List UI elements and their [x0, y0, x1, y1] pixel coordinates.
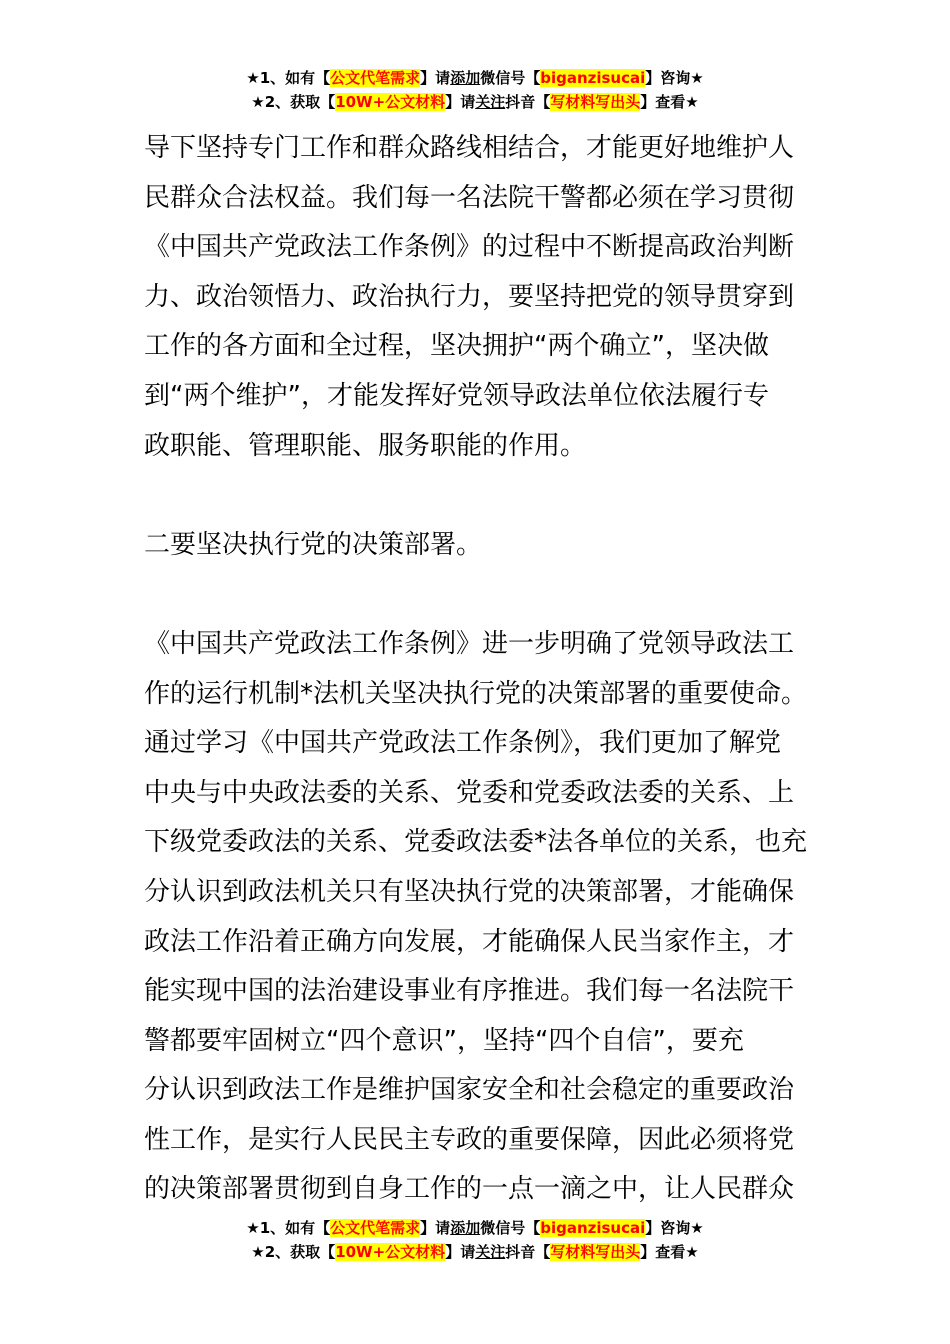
- text-line: 《中国共产党政法工作条例》的过程中不断提高政治判断: [144, 232, 795, 263]
- banner-text: 微信号【: [480, 1219, 541, 1237]
- banner-highlight: 10W+公文材料: [335, 93, 446, 111]
- text-line: 性工作，是实行人民民主专政的重要保障，因此必须将党: [144, 1124, 795, 1155]
- banner-underline: 关注: [475, 1243, 506, 1261]
- section-heading: [144, 521, 814, 571]
- banner-text: 】请: [445, 1243, 476, 1261]
- banner-highlight: 公文代笔需求: [330, 69, 421, 87]
- banner-line-1: [0, 66, 950, 90]
- banner-underline: 关注: [475, 93, 506, 111]
- banner-text: 】咨询★: [645, 69, 704, 87]
- banner-text: ★1、如有【: [246, 1219, 331, 1237]
- text-line: 工作的各方面和全过程，坚决拥护“两个确立”，坚决做: [144, 331, 769, 362]
- text-line: 通过学习《中国共产党政法工作条例》，我们更加了解党: [144, 728, 782, 759]
- banner-text: 微信号【: [480, 69, 541, 87]
- banner-text: ★1、如有【: [246, 69, 331, 87]
- document-body: [144, 124, 814, 1215]
- banner-text: 抖音【: [505, 1243, 551, 1261]
- footer-banner: [0, 1216, 950, 1264]
- banner-highlight: 写材料写出头: [550, 1243, 641, 1261]
- banner-underline: 添加: [450, 1219, 481, 1237]
- banner-highlight: 公文代笔需求: [330, 1219, 421, 1237]
- text-line: 中央与中央政法委的关系、党委和党委政法委的关系、上: [144, 777, 795, 808]
- banner-line-2: [0, 90, 950, 114]
- banner-text: ★2、获取【: [251, 1243, 336, 1261]
- banner-highlight: biganzisucai: [540, 1219, 646, 1237]
- text-line: 政法工作沿着正确方向发展，才能确保人民当家作主，才: [144, 926, 795, 957]
- banner-text: 】查看★: [640, 93, 699, 111]
- text-line: 作的运行机制*法机关坚决执行党的决策部署的重要使命。: [144, 678, 808, 709]
- paragraph-1: [144, 124, 814, 471]
- banner-line-2: [0, 1240, 950, 1264]
- text-line: 下级党委政法的关系、党委政法委*法各单位的关系，也充: [144, 827, 808, 858]
- text-line: 到“两个维护”，才能发挥好党领导政法单位依法履行专: [144, 380, 769, 411]
- banner-line-1: [0, 1216, 950, 1240]
- text-line: 能实现中国的法治建设事业有序推进。我们每一名法院干: [144, 976, 795, 1007]
- text-line: 的决策部署贯彻到自身工作的一点一滴之中，让人民群众: [144, 1174, 795, 1205]
- text-line: 民群众合法权益。我们每一名法院干警都必须在学习贯彻: [144, 182, 795, 213]
- heading-text: 二要坚决执行党的决策部署。: [144, 529, 483, 560]
- banner-highlight: 写材料写出头: [550, 93, 641, 111]
- banner-text: 】请: [445, 93, 476, 111]
- banner-highlight: biganzisucai: [540, 69, 646, 87]
- text-line: 导下坚持专门工作和群众路线相结合，才能更好地维护人: [144, 133, 795, 163]
- text-line: 分认识到政法机关只有坚决执行党的决策部署，才能确保: [144, 876, 795, 907]
- banner-text: 】查看★: [640, 1243, 699, 1261]
- text-line: 分认识到政法工作是维护国家安全和社会稳定的重要政治: [144, 1075, 795, 1106]
- text-line: 政职能、管理职能、服务职能的作用。: [144, 430, 587, 461]
- banner-text: 】咨询★: [645, 1219, 704, 1237]
- text-line: 警都要牢固树立“四个意识”，坚持“四个自信”，要充: [144, 1025, 744, 1056]
- banner-text: 】请: [420, 69, 451, 87]
- header-banner: [0, 66, 950, 114]
- text-line: 《中国共产党政法工作条例》进一步明确了党领导政法工: [144, 628, 795, 659]
- text-line: 力、政治领悟力、政治执行力，要坚持把党的领导贯穿到: [144, 281, 795, 312]
- banner-highlight: 10W+公文材料: [335, 1243, 446, 1261]
- banner-text: 抖音【: [505, 93, 551, 111]
- paragraph-2: [144, 620, 814, 1215]
- banner-text: 】请: [420, 1219, 451, 1237]
- banner-underline: 添加: [450, 69, 481, 87]
- banner-text: ★2、获取【: [251, 93, 336, 111]
